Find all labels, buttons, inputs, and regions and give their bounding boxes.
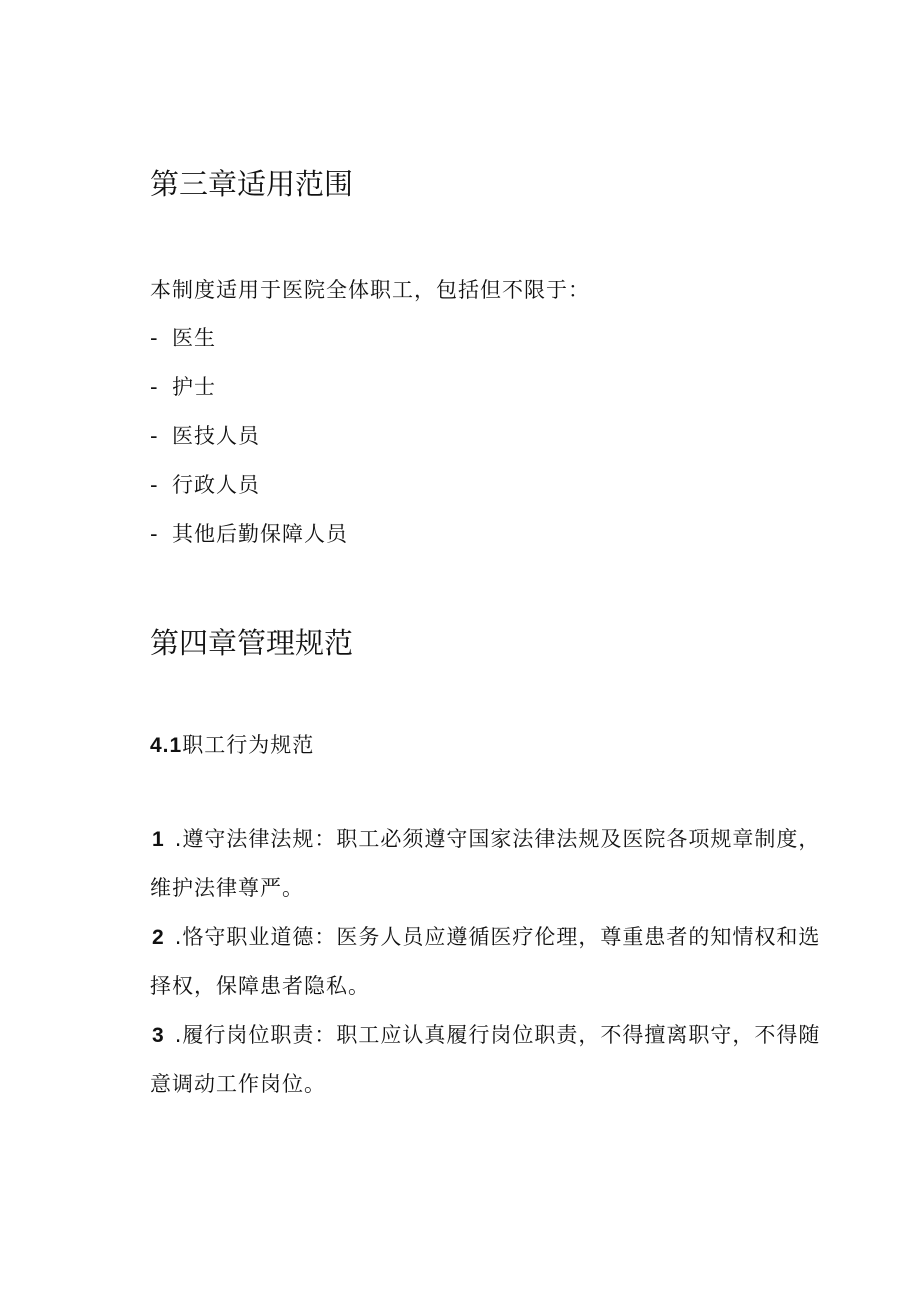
list-item <box>150 524 348 545</box>
list-item-label: 医技人员 <box>172 424 260 448</box>
chapter-4-title: 第四章管理规范 <box>150 626 354 660</box>
list-dash: - <box>150 375 159 399</box>
rule-2-line-1 <box>150 927 820 948</box>
list-item <box>150 475 260 496</box>
rule-3-line-1 <box>150 1025 820 1046</box>
rule-text: .遵守法律法规：职工必须遵守国家法律法规及医院各项规章制度， <box>174 827 821 851</box>
rule-number: 1 <box>152 828 165 851</box>
chapter-3-title: 第三章适用范围 <box>150 167 354 201</box>
list-item-label: 医生 <box>172 326 216 350</box>
rule-1-line-1 <box>150 829 820 850</box>
rule-1-line-2: 维护法律尊严。 <box>150 876 304 900</box>
list-dash: - <box>150 424 159 448</box>
list-item <box>150 426 260 447</box>
rule-number: 3 <box>152 1024 165 1047</box>
rule-number: 2 <box>152 926 165 949</box>
section-number: 4.1 <box>150 734 183 757</box>
list-item-label: 护士 <box>172 375 216 399</box>
list-item-label: 其他后勤保障人员 <box>172 522 348 546</box>
rule-text: .履行岗位职责：职工应认真履行岗位职责，不得擅离职守，不得随 <box>174 1023 821 1047</box>
list-item <box>150 328 216 349</box>
chapter-3-intro: 本制度适用于医院全体职工，包括但不限于： <box>150 278 590 302</box>
list-item-label: 行政人员 <box>172 473 260 497</box>
section-title: 职工行为规范 <box>182 733 315 757</box>
list-dash: - <box>150 522 159 546</box>
list-item <box>150 377 216 398</box>
rule-text: .恪守职业道德：医务人员应遵循医疗伦理，尊重患者的知情权和选 <box>174 925 821 949</box>
rule-3-line-2: 意调动工作岗位。 <box>150 1072 326 1096</box>
list-dash: - <box>150 473 159 497</box>
list-dash: - <box>150 326 159 350</box>
rule-2-line-2: 择权，保障患者隐私。 <box>150 974 370 998</box>
section-heading <box>150 735 314 756</box>
